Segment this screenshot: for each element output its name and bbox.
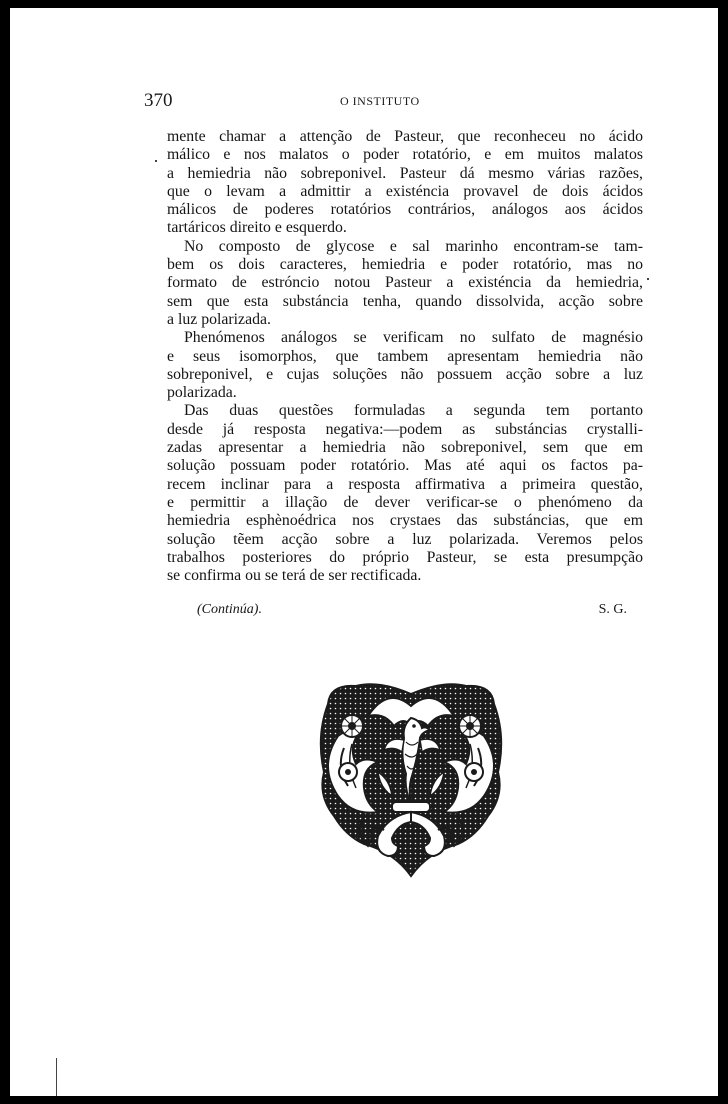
text-line: desde já resposta negativa:—podem as substáncias crystalli- — [167, 420, 643, 438]
text-line: zadas apresentar a hemiedria não sobreponivel, sem que em — [167, 439, 643, 457]
text-line: e permittir a illação de dever verificar-se o phenómeno da — [167, 493, 643, 511]
paragraph-2 — [167, 238, 643, 329]
text-line: se confirma ou se terá de ser rectificada. — [167, 567, 422, 585]
text-line: formato de estróncio notou Pasteur a existéncia da hemiedria, — [167, 274, 643, 292]
text-line: a luz polarizada. — [167, 310, 271, 328]
text-line: mente chamar a attenção de Pasteur, que reconheceu no ácido — [167, 128, 643, 145]
text-line: recem inclinar para a resposta affirmativa a primeira questão, — [167, 475, 643, 493]
paragraph-3 — [167, 329, 643, 402]
paragraph-4 — [167, 402, 643, 585]
text-line: málicos de poderes rotatórios contrários, análogos aos ácidos — [167, 201, 643, 219]
continued-note: (Continúa). — [197, 602, 262, 617]
signature-row — [197, 602, 627, 618]
text-line: trabalhos posteriores do próprio Pasteur, se esta presumpção — [167, 548, 643, 566]
text-line: hemiedria esphènoédrica nos crystaes das substáncias, que em — [167, 512, 643, 530]
running-head: O INSTITUTO — [340, 94, 420, 108]
text-line: No composto de glycose e sal marinho encontram-se tam- — [184, 237, 643, 255]
text-line: a hemiedria não sobreponivel. Pasteur dá mesmo várias razões, — [167, 164, 643, 182]
text-line: tartáricos direito e esquerdo. — [167, 219, 347, 237]
text-line: málico e nos malatos o poder rotatório, e em muitos malatos — [167, 146, 643, 164]
text-line: solução tẽem acção sobre a luz polarizada. Veremos pelos — [167, 530, 643, 548]
text-line: Phenómenos análogos se verificam no sulfato de magnésio — [184, 329, 643, 347]
page-number: 370 — [144, 90, 173, 111]
author-initials: S. G. — [598, 602, 627, 617]
text-line: sobreponivel, e cujas soluções não possuem acção sobre a luz — [167, 365, 643, 383]
scan-mark — [56, 1058, 57, 1096]
text-line: bem os dois caracteres, hemiedria e poder rotatório, mas no — [167, 256, 643, 274]
book-page — [10, 8, 718, 1096]
paragraph-1 — [167, 128, 643, 238]
text-line: Das duas questões formuladas a segunda tem portanto — [184, 402, 643, 420]
scan-mark — [155, 160, 157, 162]
text-line: solução possuam poder rotatório. Mas até aqui os factos pa- — [167, 457, 643, 475]
text-line: que o levam a admittir a existéncia provavel de dois ácidos — [167, 182, 643, 200]
text-line: e seus isomorphos, que tambem apresentam hemiedria não — [167, 347, 643, 365]
scan-mark — [647, 278, 649, 280]
text-line: polarizada. — [167, 384, 237, 402]
body-text — [167, 128, 643, 585]
text-line: sem que esta substáncia tenha, quando dissolvida, acção sobre — [167, 292, 643, 310]
floral-tailpiece-ornament-icon — [308, 676, 514, 880]
